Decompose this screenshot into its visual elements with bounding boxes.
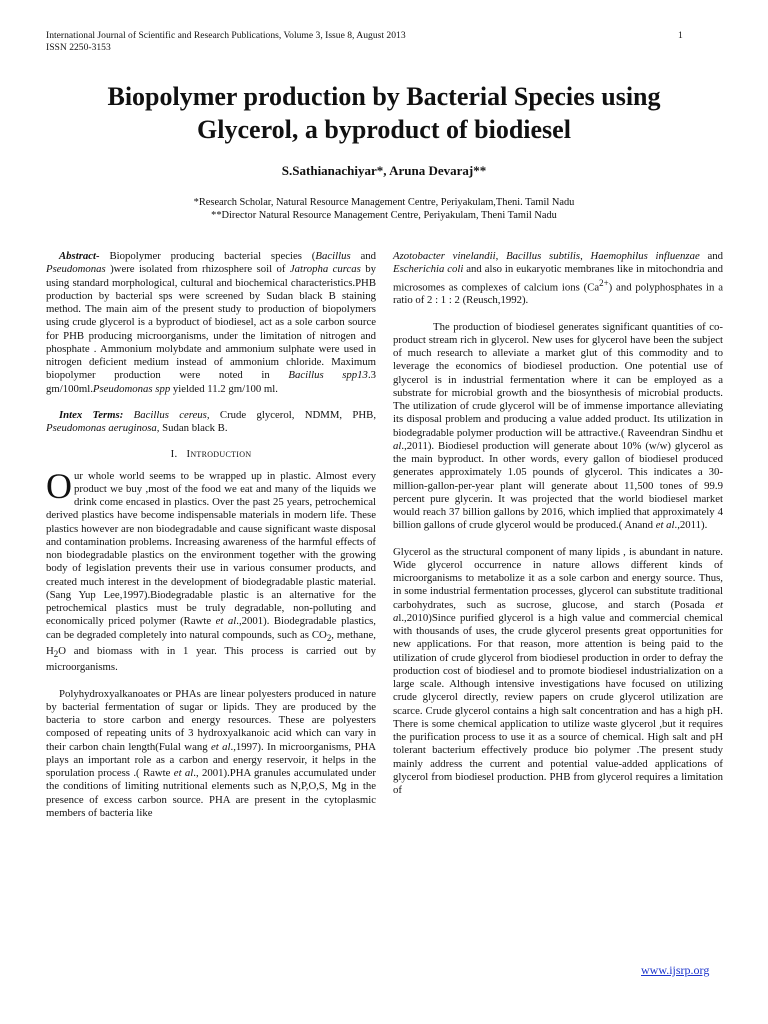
title-line-1: Biopolymer production by Bacterial Species using (107, 82, 661, 111)
affiliation-1: *Research Scholar, Natural Resource Management Centre, Periyakulam,Theni. Tamil Nadu (193, 197, 575, 208)
paragraph-text: and (699, 250, 723, 262)
intro-paragraph (46, 465, 376, 675)
pha-italic: et al (173, 767, 194, 780)
intro-text: O and biomass with in 1 year. This process is carried out by microorganisms. (46, 644, 376, 674)
journal-header (46, 30, 406, 54)
paragraph-text: , (580, 250, 591, 262)
paragraph-italic: et a (393, 598, 723, 624)
biodiesel-paragraph (393, 321, 723, 533)
paper-title (40, 80, 728, 146)
left-column (46, 250, 376, 820)
abstract (46, 250, 376, 396)
organism-name: Escherichia coli (393, 263, 464, 276)
index-terms-italic: Pseudomonas aeruginosa, (46, 422, 160, 434)
abstract-text: and (350, 250, 376, 262)
index-terms-label: Intex Terms: (59, 408, 124, 421)
paragraph-text: Glycerol as the structural component of many lipids , is abundant in nature. Wide glycerol occurrence in nature allows different kinds of microorganisms to metabolize it as a sole carbon and energy source. Thus, in some industrial fermentation processes, glycerol can substitute traditional carbohydrates, such as sucrose, glucose, and starch (Posada (393, 545, 723, 611)
journal-name: International Journal of Scientific and Research Publications, Volume 3, Issue 8, August 2013 (46, 30, 406, 41)
abstract-italic: Bacillus spp13 (288, 369, 368, 382)
abstract-italic: Jatropha curcas (289, 263, 361, 276)
page-number: 1 (678, 30, 683, 41)
paragraph-text: .,2011). (674, 519, 708, 532)
pha-text: ., 2001).PHA granules accumulated under the conditions of limiting nutritional elements such as N,P,O,S, Mg in the presence of excess carbon source. PHA are present in the cytoplasmic members of bacteria like (46, 767, 376, 819)
issn: ISSN 2250-3153 (46, 42, 111, 53)
paragraph-text: l.,2010)Since purified glycerol is a high value and commercial chemical with thousands of uses, the crude glycerol presents great opportunities for new applications. For that reason, more attention is being paid to the utilization of crude glycerol from biodiesel production in order to defray the production cost of biodiesel and to promote biodiesel industrialization on a large scale. Although intensive investigations have focused on utilizing crude glycerol directly, review papers on crude glycerol utilization are scarce. Crude glycerol contains a high salt concentration and has a high pH. There is some chemical application to utilize waste glycerol ,but it requires the purification process to use it as a source of chemical. High salt and pH tolerant bacterium effectively produce bio polymer .The present study mainly address the current and potential value-added applications of glycerol from biodiesel production. PHB from glycerol requires a limitation of (393, 611, 723, 797)
intro-italic: et al (215, 615, 237, 628)
abstract-text: yielded 11.2 gm/100 ml. (170, 382, 278, 395)
drop-cap: O (46, 465, 72, 506)
organism-name: Haemophilus influenzae (590, 250, 700, 262)
subscript: 2 (53, 649, 59, 660)
superscript: 2+ (599, 277, 609, 288)
paragraph-text: ) and polyphosphates in a ratio of 2 : 1 : 2 (Reusch,1992). (393, 281, 723, 307)
intro-text: .,2001). Biodegradable plastics, can be degraded completely into natural compounds, such as CO (46, 615, 376, 641)
pha-text: Polyhydroxyalkanoates or PHAs are linear polyesters produced in nature by bacterial fermentation of sugar or lipids. They are produced by the bacteria to store carbon and energy resources. These are polyesters composed of repeating units of 3 hydroxyalkanoic acid which can vary in their carbon chain length(Fulal wang (46, 687, 376, 753)
index-terms-text: Sudan black B. (159, 422, 228, 434)
paragraph-text: and also in eukaryotic membranes like in mitochondria and microsomes as complexes of calcium ions (Ca (393, 263, 723, 294)
right-column (393, 250, 723, 797)
section-number: I. (170, 448, 178, 461)
abstract-label: Abstract- (59, 250, 100, 262)
abstract-italic: Pseudomonas (46, 263, 106, 276)
abstract-text: Biopolymer producing bacterial species ( (99, 250, 316, 262)
paragraph-text: , (495, 250, 507, 262)
glycerol-paragraph (393, 546, 723, 798)
authors: S.Sathianachiyar*, Aruna Devaraj** (281, 163, 487, 178)
abstract-text: by using standard morphological, cultural and biochemical characteristics.PHB production by bacterial sps were screened by Sudan black B staining method. The main aim of the present study to production of biopolymers using crude glycerol is a byproduct of biodiesel, act as a sole carbon source for PHB producing microorganisms, under the limitation of nitrogen and phosphate . Ammonium molybdate and ammonium sulphate were used in nitrogen deficient medium instead of ammonium chloride. Maximum biopolymer production were noted in (46, 263, 377, 382)
abstract-italic: Pseudomonas spp (92, 382, 171, 395)
index-terms (46, 409, 376, 436)
paragraph-italic: al (393, 439, 402, 452)
title-line-2: Glycerol, a byproduct of biodiesel (197, 115, 571, 144)
abstract-text: .3 gm/100ml. (46, 369, 376, 395)
abstract-italic: Bacillus (315, 250, 351, 262)
subscript: 2 (326, 632, 332, 643)
intro-text: , methane, H (46, 628, 376, 657)
pha-italic: et al (210, 740, 231, 753)
section-heading (46, 448, 376, 461)
affiliations (0, 196, 768, 222)
organism-name: Azotobacter vinelandii (393, 250, 496, 262)
index-terms-text: Crude glycerol, NDMM, PHB, (209, 408, 377, 421)
organism-name: Bacillus subtilis (506, 250, 581, 262)
index-terms-italic: Bacillus cereus, (133, 408, 210, 421)
affiliation-2: **Director Natural Resource Management Centre, Periyakulam, Theni Tamil Nadu (211, 210, 557, 221)
pha-text: .,1997). In microorganisms, PHA plays an important role as a carbon and energy reservoir, it helps in the sporulation process .( Rawte (46, 740, 377, 780)
pha-paragraph (46, 688, 376, 821)
journal-website-link[interactable]: www.ijsrp.org (641, 963, 710, 977)
paragraph-text: .,2011). Biodiesel production will generate about 10% (w/w) glycerol as the main byproduct. In other words, every gallon of biodiesel produced generates approximately 1.05 pounds of glycerol. This indicates a 30-million-gallon-per-year plant will generate about 11,500 tones of 99.9 percent pure glycerin. It was projected that the world biodiesel market would reach 37 billion gallons by 2016, which implied that approximately 4 billion gallons of crude glycerol would be produced.( Anand (393, 439, 723, 532)
section-title: Introduction (186, 448, 252, 461)
intro-text: ur whole world seems to be wrapped up in plastic. Almost every product we buy ,most of the food we eat and many of the liquids we drink come encased in plastics. Over the past 25 years, petrochemical derived plastics have become indispensable materials in modern life. These plastics however are non biodegradable and cause significant waste disposal and contamination problems. Increasing awareness of the harmful effects of non biodegradable plastics on the environment together with the growing body of legislation prevents their use in various consumer products, and created much interest in the development of biodegradable plastic material.(Sang Yup Lee,1997).Biodegradable plastic is an alternative for the petrochemical plastics must be truly degradable, non-polluting and economically priced polymer (Rawte (46, 469, 376, 628)
abstract-text: )were isolated from rhizosphere soil of (105, 263, 290, 276)
organisms-paragraph (393, 250, 723, 308)
paragraph-text: The production of biodiesel generates significant quantities of co-product stream rich in glycerol. New uses for glycerol have been the subject of much research to alleviate a market glut of this commodity and to leverage the economics of biodiesel production. One potential use of glycerol is in industrial fermentation where it can be employed as a substrate for microbial growth and the biosynthesis of microbial products. The utilization of crude glycerol will be of immense importance alleviating its disposal problem and producing a value added product. Its utilization in biodegradable polymer production will be attractive.( Raveendran Sindhu et (393, 320, 723, 439)
paragraph-italic: et al (655, 519, 675, 532)
